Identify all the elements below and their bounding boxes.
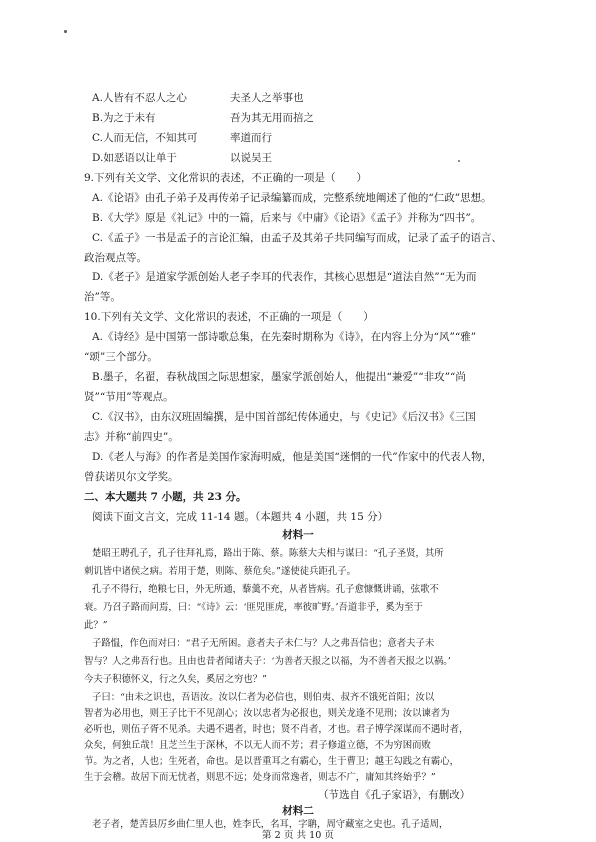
- q9-option-c-line2: 政治观点等。: [84, 252, 147, 264]
- q8-option-a-right: 夫圣人之举事也: [230, 92, 304, 104]
- q8-option-c-left: C.人而无信，不知其可: [92, 132, 198, 144]
- q8-option-b-left: B.为之于未有: [92, 112, 156, 124]
- material1-line: 众矣，何独丘哉！且芝兰生于深林，不以无人而不芳；君子修道立德，不为穷困而败: [84, 740, 431, 751]
- q10-option-d-line1: D.《老人与海》的作者是美国作家海明威，他是美国“迷惘的一代”作家中的代表人物，: [92, 451, 493, 463]
- material2-line: 老子者，楚苦县厉乡曲仁里人也，姓李氏，名耳，字聃，周守藏室之史也。孔子适周，: [92, 819, 449, 830]
- page-footer: 第 2 页 共 10 页: [262, 830, 334, 841]
- q9-option-b: B.《大学》原是《礼记》中的一篇，后来与《中庸》《论语》《孟子》并称为“四书”。: [92, 212, 482, 224]
- material2-title: 材料二: [282, 805, 314, 817]
- q8-option-c-right: 率道而行: [230, 132, 272, 144]
- material1-line: 节。为之者，人也；生死者，命也。是以晋重耳之有霸心，生于曹卫；越王勾践之有霸心，: [84, 756, 460, 767]
- q8-option-a-left: A.人皆有不忍人之心: [92, 92, 187, 104]
- q10-option-a-line2: “颂”三个部分。: [84, 351, 158, 363]
- material1-line: 楚昭王聘孔子，孔子往拜礼焉，路出于陈、蔡。陈蔡大夫相与谋曰：“孔子圣贤，其所: [92, 548, 444, 559]
- material1-line: 刺讥皆中诸侯之病。若用于楚，则陈、蔡危矣。”遂使徒兵距孔子。: [84, 566, 356, 577]
- material1-title: 材料一: [282, 529, 314, 541]
- material1-line: 今夫子积德怀义，行之久矣，奚居之穷也？”: [84, 674, 267, 685]
- q9-option-a: A.《论语》由孔子弟子及再传弟子记录编纂而成，完整系统地阐述了他的“仁政”思想。: [92, 192, 492, 204]
- material1-line: 智与？人之弗吾行也。且由也昔者闻诸夫子：‘为善者天报之以福，为不善者天报之以祸。’: [84, 656, 451, 667]
- material1-line: 子路愠，作色而对曰：“君子无所困。意者夫子未仁与？人之弗吾信也；意者夫子未: [92, 638, 435, 649]
- q8-option-b-right: 吾为其无用而掊之: [230, 112, 314, 124]
- material1-line: 智者为必用也，则王子比干不见剖心；汝以忠者为必报也，则关龙逢不见刑；汝以谏者为: [84, 708, 450, 719]
- material1-line: 衰。乃召子路而问焉，曰：“《诗》云：‘匪兕匪虎，率彼旷野。’吾道非乎，奚为至于: [84, 602, 423, 613]
- section-heading: 二、本大题共 7 小题，共 23 分。: [84, 491, 247, 503]
- q9-option-d-line1: D.《老子》是道家学派创始人老子李耳的代表作，其核心思想是“道法自然”“无为而: [92, 271, 477, 283]
- q10-option-b-line1: B.墨子，名翟，春秋战国之际思想家，墨家学派创始人，他提出“兼爱”“非攻”“尚: [92, 371, 466, 383]
- q9-option-c-line1: C.《孟子》一书是孟子的言论汇编，由孟子及其弟子共同编写而成，记录了孟子的语言、: [92, 232, 502, 244]
- scan-speck: [64, 30, 67, 33]
- material1-source: （节选自《孔子家语》，有删改）: [318, 789, 471, 801]
- q9-option-d-line2: 治”等。: [84, 291, 121, 303]
- q9-stem: 9.下列有关文学、文化常识的表述，不正确的一项是（ ）: [84, 172, 368, 184]
- q10-stem: 10.下列有关文学、文化常识的表述，不正确的一项是（ ）: [84, 311, 374, 323]
- q8-option-d-right: 以说吴王: [230, 152, 272, 164]
- material1-line: 孔子不得行，绝粮七日，外无所通，藜羹不充，从者皆病。孔子愈慷慨讲诵，弦歌不: [92, 584, 439, 595]
- section-intro: 阅读下面文言文，完成 11-14 题。（本题共 4 小题，共 15 分）: [92, 511, 389, 523]
- q10-option-a-line1: A.《诗经》是中国第一部诗歌总集，在先秦时期称为《诗》，在内容上分为“风”“雅”: [92, 331, 477, 343]
- material1-line: 必听也，则伍子胥不见杀。夫遇不遇者，时也；贤不肖者，才也。君子博学深谋而不遇时者，: [84, 724, 469, 735]
- q10-option-c-line1: C.《汉书》，由东汉班固编撰，是中国首部纪传体通史，与《史记》《后汉书》《三国: [92, 411, 476, 423]
- q8-option-d-left: D.如恶语以让单于: [92, 152, 177, 164]
- material1-line: 此？”: [84, 620, 108, 631]
- q10-option-d-line2: 曾获诺贝尔文学奖。: [84, 471, 179, 483]
- scan-speck: [458, 160, 460, 162]
- material1-line: 子曰：“由未之识也，吾语汝。汝以仁者为必信也，则伯夷、叔齐不饿死首阳；汝以: [92, 692, 435, 703]
- q10-option-b-line2: 贤”“节用”等观点。: [84, 391, 174, 403]
- q10-option-c-line2: 志》并称“前四史”。: [84, 431, 179, 443]
- material1-line: 生于会稽。故居下而无忧者，则思不远；处身而常逸者，则志不广，庸知其终始乎？”: [84, 772, 436, 783]
